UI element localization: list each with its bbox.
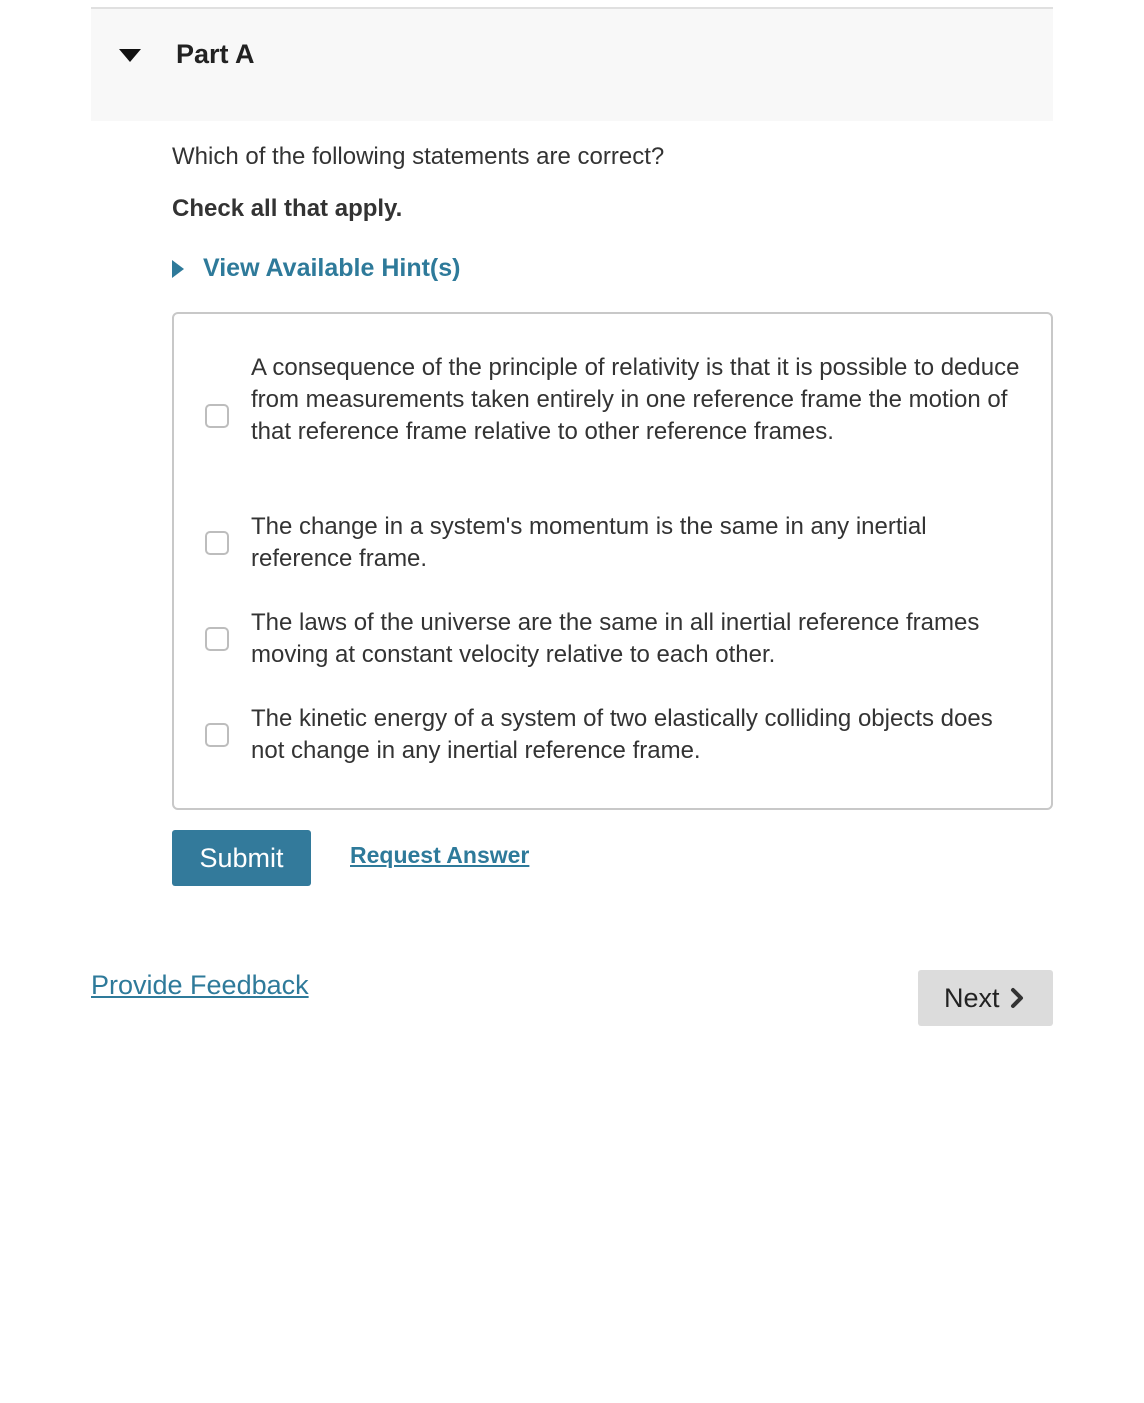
- option-text: A consequence of the principle of relativity is that it is possible to deduce from measurements taken entirely in one reference frame the motion of that reference frame relative to other reference frames.: [251, 354, 1020, 445]
- option-text: The change in a system's momentum is the same in any inertial reference frame.: [251, 513, 927, 572]
- request-answer-link[interactable]: Request Answer: [350, 842, 530, 868]
- question-prompt: Which of the following statements are correct?: [172, 143, 665, 170]
- question-instruction: Check all that apply.: [172, 195, 403, 222]
- option-checkbox[interactable]: [205, 404, 229, 428]
- view-hints-label: View Available Hint(s): [203, 254, 461, 282]
- caret-down-icon[interactable]: [119, 49, 141, 63]
- submit-button[interactable]: Submit: [172, 830, 311, 886]
- option-checkbox[interactable]: [205, 723, 229, 747]
- option-text: The kinetic energy of a system of two elastically colliding objects does not change in any inertial reference frame.: [251, 705, 993, 764]
- options-box: [172, 312, 1053, 810]
- option-text: The laws of the universe are the same in all inertial reference frames moving at constant velocity relative to each other.: [251, 609, 980, 668]
- option-checkbox[interactable]: [205, 531, 229, 555]
- part-title: Part A: [176, 39, 255, 69]
- option-checkbox[interactable]: [205, 627, 229, 651]
- next-label: Next: [944, 983, 1000, 1013]
- part-header[interactable]: [91, 7, 1053, 121]
- caret-right-icon: [172, 260, 184, 278]
- next-button[interactable]: [918, 970, 1053, 1026]
- provide-feedback-link[interactable]: Provide Feedback: [91, 970, 309, 1000]
- chevron-right-icon: [1010, 987, 1024, 1009]
